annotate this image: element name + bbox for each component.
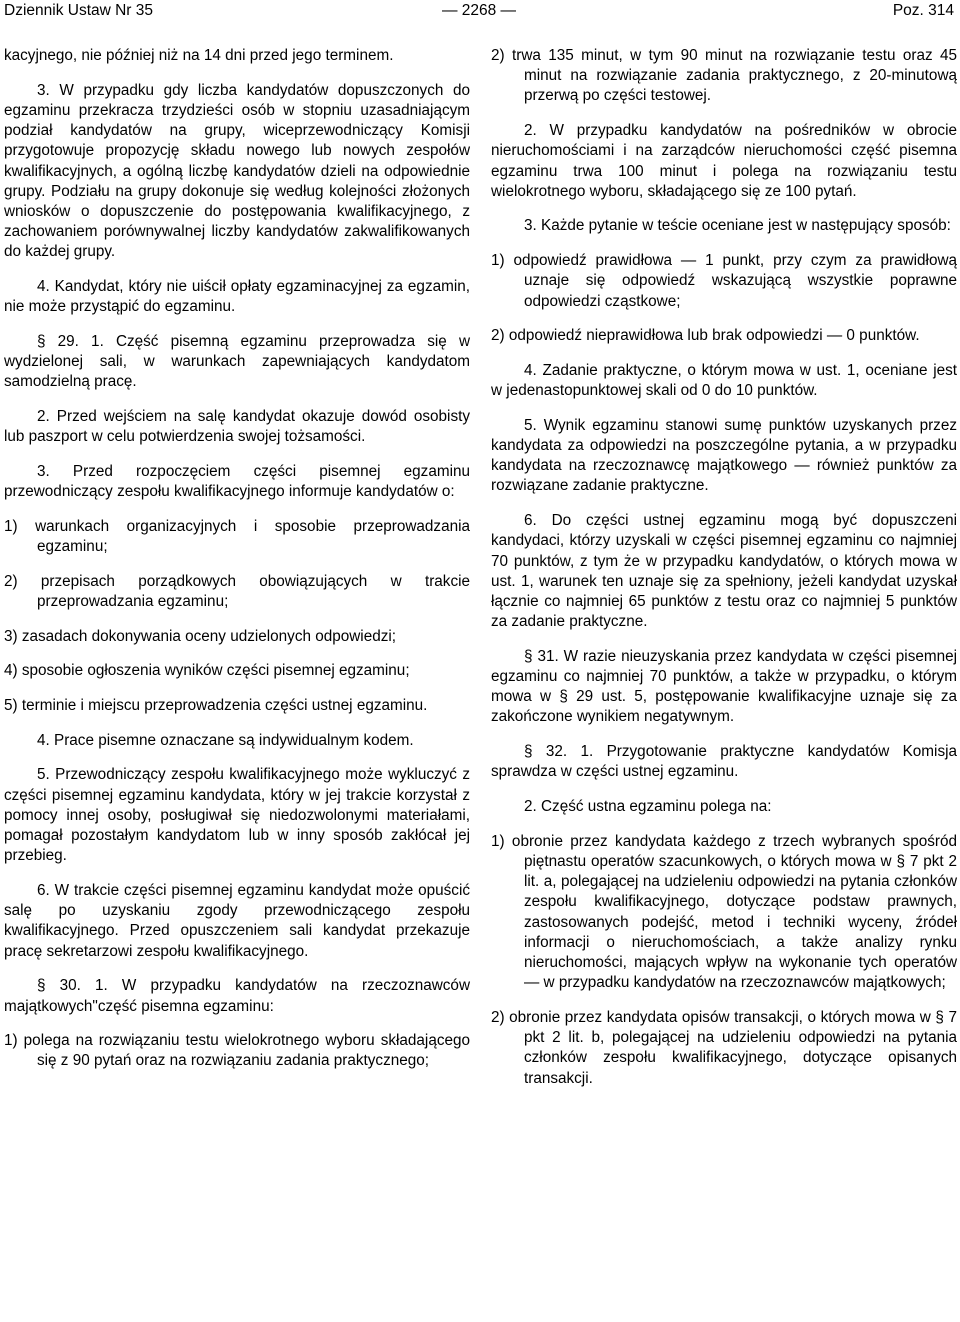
list-item: 1) odpowiedź prawidłowa — 1 punkt, przy czym za prawidłową uznaje się odpowiedź wskazującą wszystkie poprawne odpowiedzi cząstkowe;: [491, 252, 957, 310]
section-paragraph: § 29. 1. Część pisemną egzaminu przeprowadza się w wydzielonej sali, w warunkach zapewniających kandydatom samodzielną pracę.: [4, 332, 470, 391]
paragraph: 2. Przed wejściem na salę kandydat okazuje dowód osobisty lub paszport w celu potwierdzenia swojej tożsamości.: [4, 408, 470, 446]
section-paragraph: § 31. W razie nieuzyskania przez kandydata w części pisemnej egzaminu co najmniej 70 punktów, a także w przypadku, o którym mowa w § 29 ust. 5, postępowanie kwalifikacyjne uznaje się za zakończone wynikiem negatywnym.: [491, 647, 957, 726]
paragraph: 4. Prace pisemne oznaczane są indywidualnym kodem.: [37, 731, 414, 749]
paragraph: kacyjnego, nie później niż na 14 dni przed jego terminem.: [4, 47, 394, 64]
list-item: 5) terminie i miejscu przeprowadzenia części ustnej egzaminu.: [4, 697, 428, 715]
list-item: 1) polega na rozwiązaniu testu wielokrotnego wyboru składającego się z 90 pytań oraz na rozwiązaniu zadania praktycznego;: [4, 1032, 470, 1070]
paragraph: 3. W przypadku gdy liczba kandydatów dopuszczonych do egzaminu przekracza trzydzieści osób w stopniu uzasadniającym podział kandydatów na grupy, wiceprzewodniczący Komisji przygotowuje propozycję składu nowego lub nowych zespołów kwalifikacyjnych, a ogólną liczbę kandydatów dzieli na odpowiednie grupy. Podziału na grupy dokonuje się według kolejności złożonych wniosków o dopuszczenie do postępowania kwalifikacyjnego, z zachowaniem porównywalnej liczby kandydatów zakwalifikowanych do każdej grupy.: [4, 81, 470, 261]
list-item: 2) odpowiedź nieprawidłowa lub brak odpowiedzi — 0 punktów.: [491, 327, 920, 345]
paragraph: 2. Część ustna egzaminu polega na:: [524, 798, 772, 816]
position-number: Poz. 314: [892, 2, 954, 19]
paragraph: 2. W przypadku kandydatów na pośredników w obrocie nieruchomościami i na zarządców nieruchomości część pisemna egzaminu trwa 100 minut i polega na rozwiązaniu testu wielokrotnego wyboru, składającego się ze 100 pytań.: [491, 122, 957, 200]
list-item: 4) sposobie ogłoszenia wyników części pisemnej egzaminu;: [4, 662, 410, 680]
paragraph: 6. Do części ustnej egzaminu mogą być dopuszczeni kandydaci, którzy uzyskali w części pisemnej egzaminu co najmniej 70 punktów, z tym że w przypadku kandydatów, o których mowa w ust. 1, warunek ten uznaje się za spełniony, jeżeli kandydat uzyskał łącznie co najmniej 65 punktów z testu oraz co najmniej 5 punktów za zadanie praktyczne.: [491, 512, 957, 631]
list-item: 3) zasadach dokonywania oceny udzielonych odpowiedzi;: [4, 627, 397, 645]
section-paragraph: § 32. 1. Przygotowanie praktyczne kandydatów Komisja sprawdza w części ustnej egzaminu.: [491, 743, 957, 781]
left-column: [4, 46, 470, 1086]
paragraph: 4. Kandydat, który nie uiścił opłaty egzaminacyjnej za egzamin, nie może przystąpić do egzaminu.: [4, 278, 470, 316]
paragraph: 3. Każde pytanie w teście oceniane jest w następujący sposób:: [524, 217, 951, 235]
list-item: 2) przepisach porządkowych obowiązujących w trakcie przeprowadzania egzaminu;: [4, 572, 470, 610]
paragraph: 4. Zadanie praktyczne, o którym mowa w ust. 1, oceniane jest w jedenastopunktowej skali od 0 do 10 punktów.: [491, 361, 957, 400]
page-header: [4, 0, 954, 24]
right-column: [491, 46, 957, 1103]
paragraph: 6. W trakcie części pisemnej egzaminu kandydat może opuścić salę po uzyskaniu zgody przewodniczącego zespołu kwalifikacyjnego. Przed opuszczeniem sali kandydat przekazuje pracę sekretarzowi zespołu kwalifikacyjnego.: [4, 882, 470, 960]
list-item: 1) obronie przez kandydata każdego z trzech wybranych spośród piętnastu operatów szacunkowych, o których mowa w § 7 pkt 2 lit. a, polegającej na udzieleniu odpowiedzi na pytania członków zespołu kwalifikacyjnego, dotyczące podstaw prawnych, zastosowanych podejść, metod i techniki wyceny, źródeł informacji o nieruchomościach, a także analizy rynku nieruchomości, mających wpływ na wykonanie tych operatów — w przypadku kandydatów na rzeczoznawców majątkowych;: [491, 832, 957, 992]
paragraph: 3. Przed rozpoczęciem części pisemnej egzaminu przewodniczący zespołu kwalifikacyjnego informuje kandydatów o:: [4, 462, 470, 501]
section-paragraph: § 30. 1. W przypadku kandydatów na rzeczoznawców majątkowych"część pisemna egzaminu:: [4, 977, 470, 1015]
list-item: 1) warunkach organizacyjnych i sposobie przeprowadzania egzaminu;: [4, 517, 470, 556]
journal-title: Dziennik Ustaw Nr 35: [4, 2, 154, 19]
list-item: 2) trwa 135 minut, w tym 90 minut na rozwiązanie testu oraz 45 minut na rozwiązanie zadania praktycznego, z 20-minutową przerwą po części testowej.: [491, 47, 957, 105]
list-item: 2) obronie przez kandydata opisów transakcji, o których mowa w § 7 pkt 2 lit. b, polegającej na udzieleniu odpowiedzi na pytania członków zespołu kwalifikacyjnego, dotyczące opisanych transakcji.: [491, 1008, 957, 1087]
paragraph: 5. Wynik egzaminu stanowi sumę punktów uzyskanych przez kandydata za odpowiedzi na poszczególne pytania, a w przypadku kandydata na rzeczoznawcę majątkowego — również punktów za rozwiązane zadanie praktyczne.: [491, 416, 957, 495]
paragraph: 5. Przewodniczący zespołu kwalifikacyjnego może wykluczyć z części pisemnej egzaminu kandydata, który w jej trakcie korzystał z pomocy innej osoby, posługiwał się niedozwolonymi materiałami, pomagał pozostałym kandydatom lub w inny sposób zakłócał jej przebieg.: [4, 766, 470, 865]
page-number: — 2268 —: [441, 2, 517, 19]
